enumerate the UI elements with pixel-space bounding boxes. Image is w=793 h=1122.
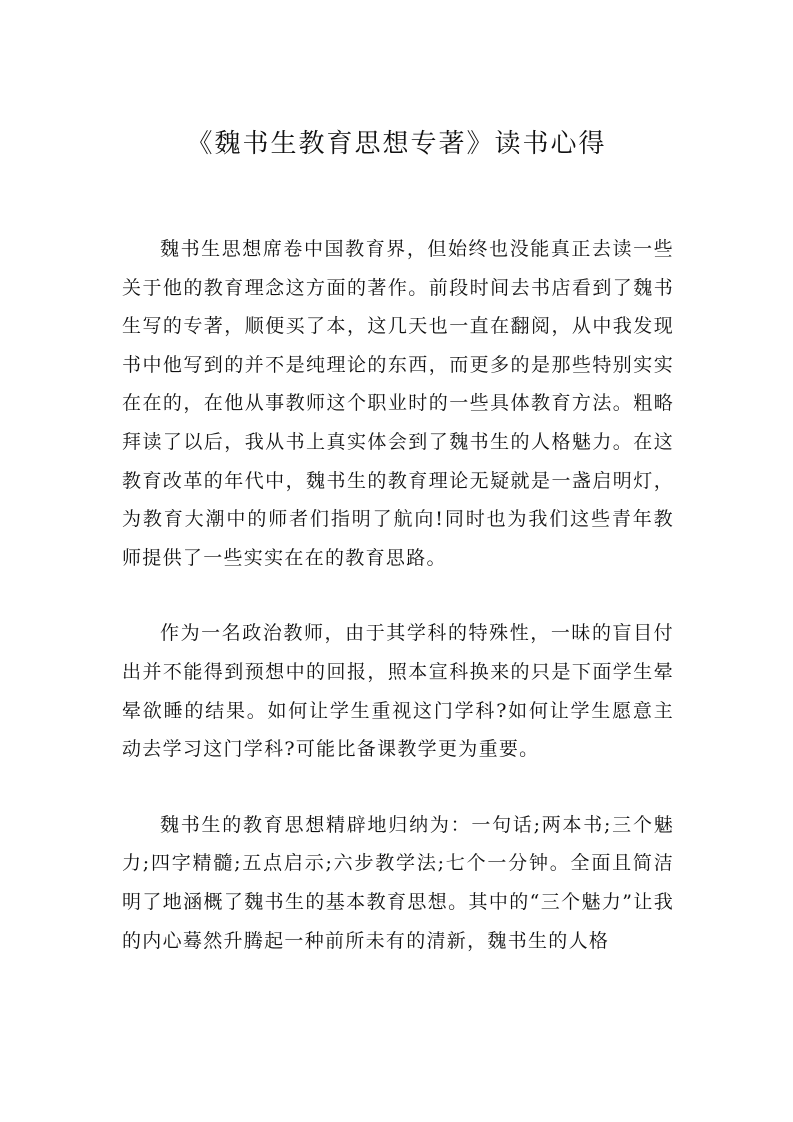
paragraph-1: 魏书生思想席卷中国教育界，但始终也没能真正去读一些关于他的教育理念这方面的著作。前段时间去书店看到了魏书生写的专著，顺便买了本，这几天也一直在翻阅，从中我发现书中他写到的并不是纯理论的东西，而更多的是那些特别实实在在的，在他从事教师这个职业时的一些具体教育方法。粗略拜读了以后，我从书上真实体会到了魏书生的人格魅力。在这教育改革的年代中，魏书生的教育理论无疑就是一盏启明灯，为教育大潮中的师者们指明了航向!同时也为我们这些青年教师提供了一些实实在在的教育思路。	[122, 238, 674, 569]
paragraph-2: 作为一名政治教师，由于其学科的特殊性，一昧的盲目付出并不能得到预想中的回报，照本宣科换来的只是下面学生晕晕欲睡的结果。如何让学生重视这门学科?如何让学生愿意主动去学习这门学科?可能比备课教学更为重要。	[122, 622, 674, 761]
document-title: 《魏书生教育思想专著》读书心得	[186, 129, 607, 159]
paragraph-3: 魏书生的教育思想精辟地归纳为：一句话;两本书;三个魅力;四字精髓;五点启示;六步教学法;七个一分钟。全面且简洁明了地涵概了魏书生的基本教育思想。其中的“三个魅力”让我的内心蓦然升腾起一种前所未有的清新，魏书生的人格	[122, 813, 674, 952]
document-body	[122, 230, 674, 960]
